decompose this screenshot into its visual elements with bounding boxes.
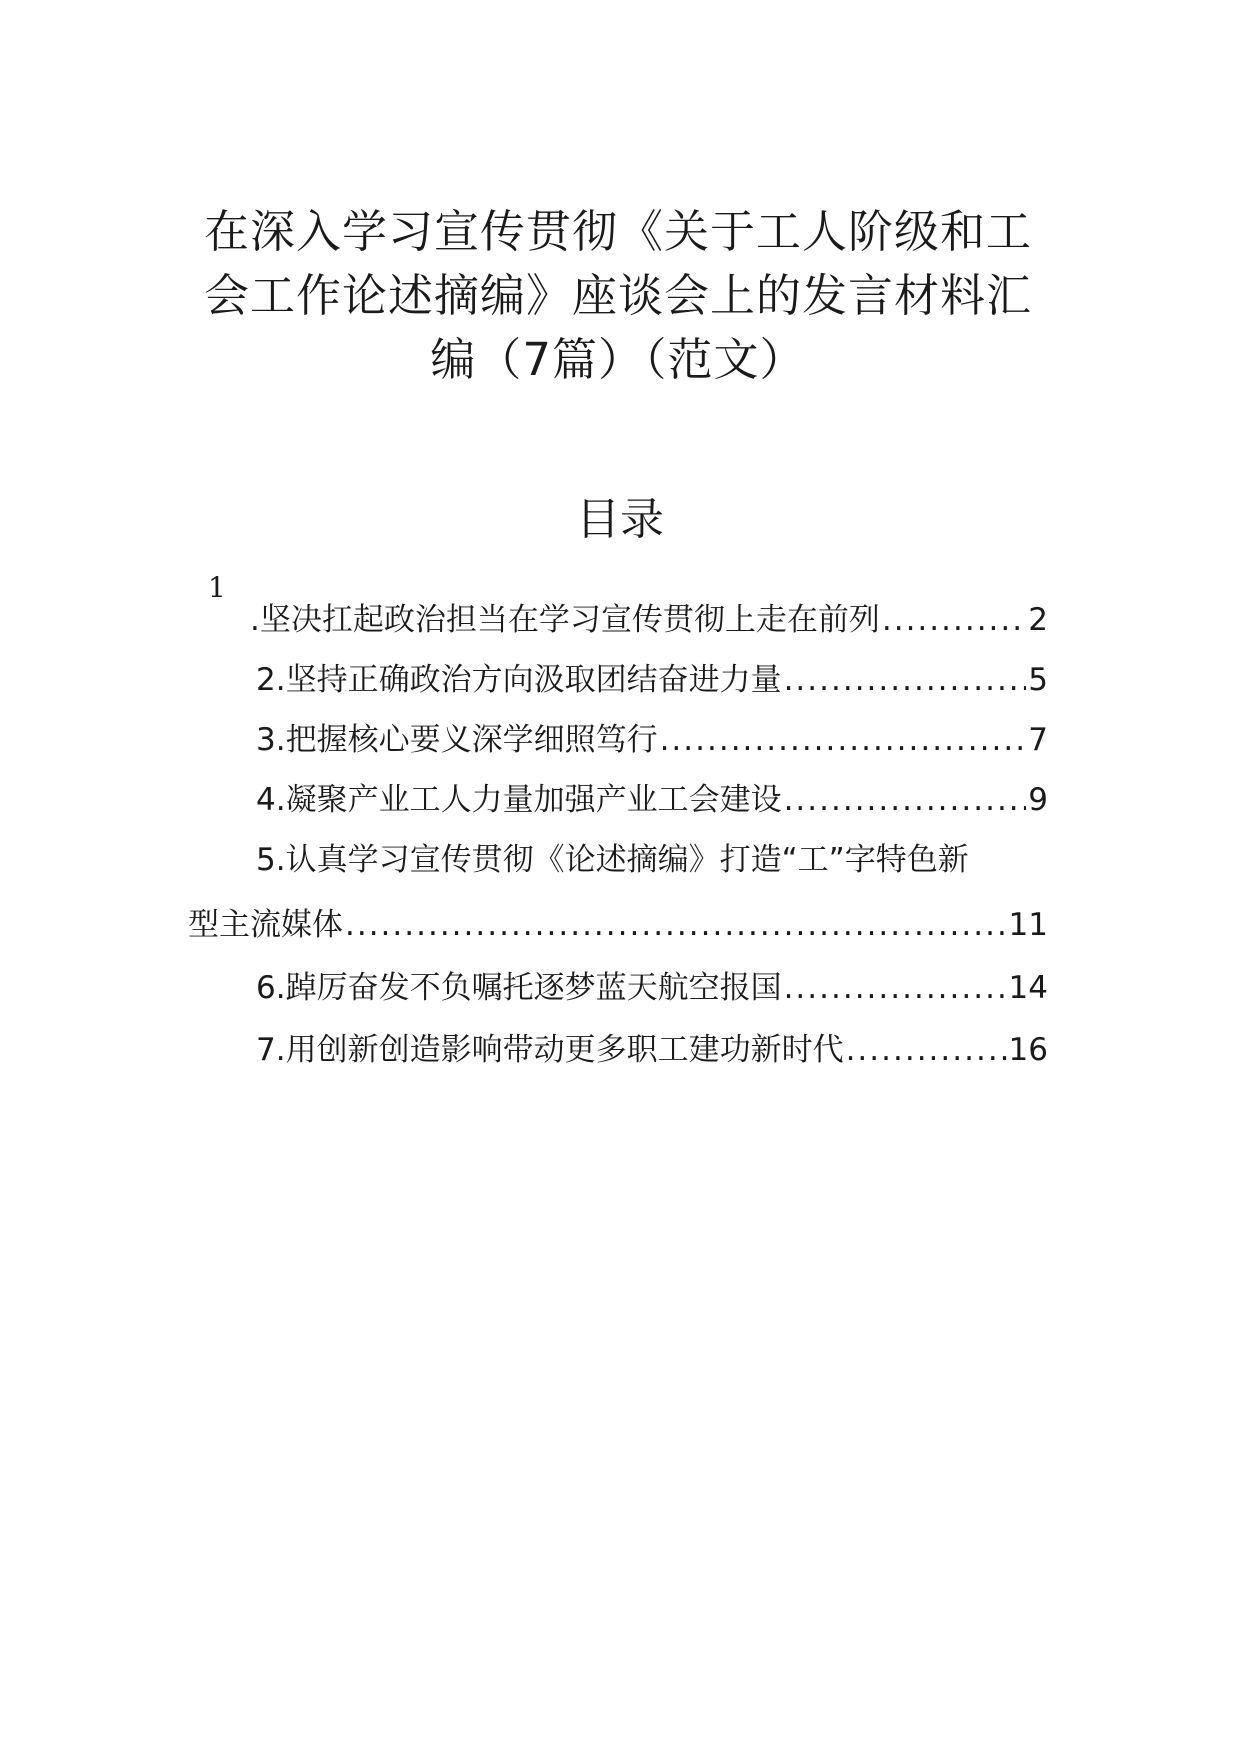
toc-entry-4[interactable] xyxy=(256,780,1048,820)
stray-page-number: 1 xyxy=(208,571,226,604)
toc-entry-text: 5.认真学习宣传贯彻《论述摘编》打造“工”字特色新 xyxy=(256,842,969,878)
toc-entry-page: 5 xyxy=(1028,662,1048,698)
toc-leader-dots xyxy=(882,600,1026,640)
toc-entry-1[interactable] xyxy=(250,600,1048,640)
toc-entry-text: 6.踔厉奋发不负嘱托逐梦蓝天航空报国 xyxy=(256,970,782,1006)
toc-entry-page: 9 xyxy=(1028,782,1048,818)
toc-entry-text: 2.坚持正确政治方向汲取团结奋进力量 xyxy=(256,662,782,698)
toc-leader-dots xyxy=(345,905,1007,945)
title-line-1: 在深入学习宣传贯彻《关于工人阶级和工 xyxy=(203,205,1032,258)
toc-entry-5[interactable] xyxy=(256,840,1048,880)
title-line-2: 会工作论述摘编》座谈会上的发言材料汇 xyxy=(203,269,1032,322)
toc-entry-page: 11 xyxy=(1008,907,1048,943)
toc-entry-6[interactable] xyxy=(256,968,1048,1008)
toc-heading: 目录 xyxy=(576,494,664,545)
toc-entry-text: 7.用创新创造影响带动更多职工建功新时代 xyxy=(256,1032,844,1068)
toc-entry-page: 16 xyxy=(1008,1032,1048,1068)
toc-entry-2[interactable] xyxy=(256,660,1048,700)
toc-entry-text: .坚决扛起政治担当在学习宣传贯彻上走在前列 xyxy=(250,602,880,638)
toc-leader-dots xyxy=(846,1030,1007,1070)
toc-entry-text-continued: 型主流媒体 xyxy=(188,907,343,943)
document-title xyxy=(186,200,1050,392)
toc-entry-3[interactable] xyxy=(256,720,1048,760)
toc-leader-dots xyxy=(660,720,1027,760)
toc-leader-dots xyxy=(784,660,1027,700)
toc-leader-dots xyxy=(784,968,1007,1008)
toc-entry-page: 2 xyxy=(1028,602,1048,638)
toc-entry-text: 3.把握核心要义深学细照笃行 xyxy=(256,722,658,758)
toc-leader-dots xyxy=(784,780,1027,820)
toc-entry-page: 14 xyxy=(1008,970,1048,1006)
toc-entry-text: 4.凝聚产业工人力量加强产业工会建设 xyxy=(256,782,782,818)
title-line-3: 编（7篇）（范文） xyxy=(430,333,806,386)
toc-entry-page: 7 xyxy=(1028,722,1048,758)
toc-entry-7[interactable] xyxy=(256,1030,1048,1070)
toc-entry-5-continuation[interactable] xyxy=(188,905,1048,945)
